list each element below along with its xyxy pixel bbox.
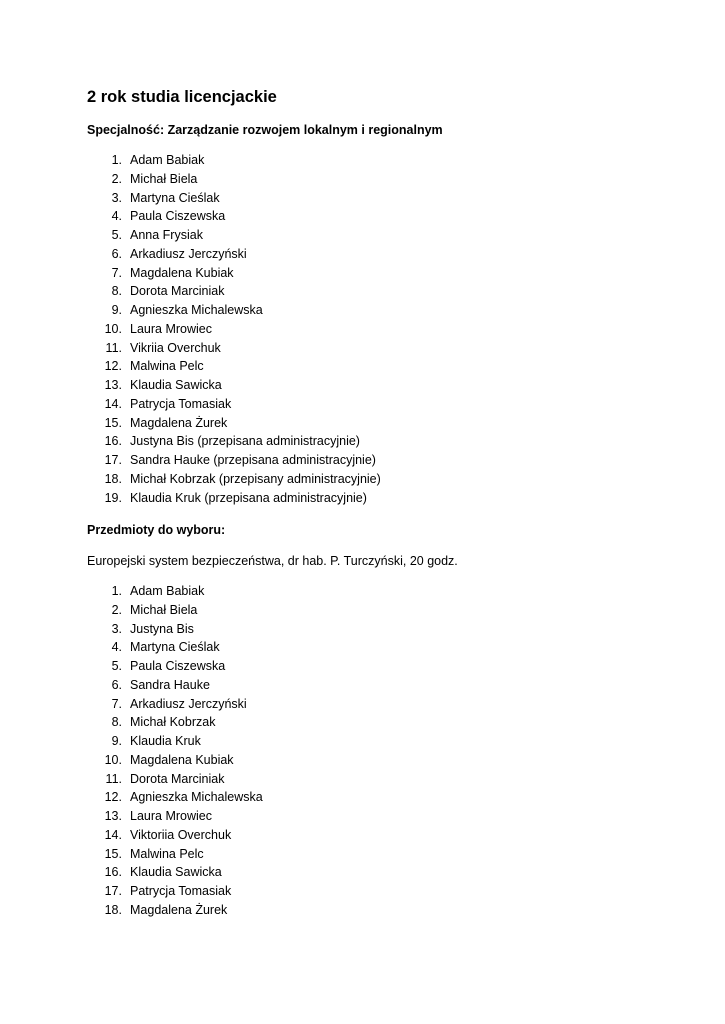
student-name: Magdalena Żurek [130,902,228,917]
list-item-number: 14. [104,827,122,842]
list-item-number: 12. [104,359,122,374]
list-item [0,395,725,414]
list-item-number: 3. [111,621,122,636]
list-item-number: 7. [111,696,122,711]
list-item-number: 4. [111,209,122,224]
list-item-number: 1. [111,153,122,167]
list-item [0,732,725,751]
student-name: Paula Ciszewska [130,209,226,224]
student-name: Adam Babiak [130,584,205,598]
student-name: Michał Kobrzak [130,715,216,730]
student-name: Agnieszka Michalewska [130,790,263,805]
student-name: Dorota Marciniak [130,284,225,299]
list-item-number: 5. [111,228,122,242]
list-item [0,845,725,864]
list-item-number: 3. [111,190,122,205]
electives-heading: Przedmioty do wyboru: [87,523,226,537]
list-item [0,751,725,770]
student-name: Michał Biela [130,602,198,617]
list-item-number: 1. [111,584,122,598]
student-name: Paula Ciszewska [130,659,226,673]
list-item [0,282,725,301]
list-item [0,151,725,170]
page-title: 2 rok studia licencjackie [87,88,277,106]
list-item [0,432,725,451]
list-item-number: 15. [104,846,122,861]
student-name: Martyna Cieślak [130,190,220,205]
list-item-number: 2. [111,602,122,617]
student-name: Sandra Hauke (przepisana administracyjnie) [130,453,376,467]
list-item-number: 19. [104,490,122,505]
list-item [0,245,725,264]
list-item-number: 13. [104,378,122,392]
list-item-number: 8. [111,715,122,730]
student-name: Sandra Hauke [130,677,210,692]
list-item [0,489,725,508]
student-name: Laura Mrowiec [130,809,212,823]
list-item [0,357,725,376]
list-item-number: 18. [104,902,122,917]
list-item-number: 15. [104,415,122,430]
list-item-number: 4. [111,640,122,655]
list-item-number: 16. [104,865,122,880]
list-item [0,451,725,470]
list-item [0,189,725,208]
student-name: Arkadiusz Jerczyński [130,246,247,261]
list-item-number: 10. [104,321,122,336]
student-name: Michał Biela [130,171,198,186]
list-item [0,638,725,657]
list-item-number: 10. [104,752,122,767]
list-item [0,264,725,283]
student-name: Magdalena Żurek [130,415,228,430]
list-item [0,807,725,826]
list-item-number: 6. [111,246,122,261]
list-item-number: 14. [104,396,122,411]
student-name: Magdalena Kubiak [130,265,234,280]
student-name: Justyna Bis (przepisana administracyjnie) [130,434,360,449]
student-name: Laura Mrowiec [130,321,212,336]
student-name: Agnieszka Michalewska [130,303,263,317]
list-item [0,788,725,807]
list-item [0,770,725,789]
list-item-number: 18. [104,471,122,486]
list-item [0,713,725,732]
list-item [0,826,725,845]
list-item [0,601,725,620]
list-item [0,320,725,339]
list-item [0,882,725,901]
student-name: Vikriia Overchuk [130,340,221,355]
list-item-number: 9. [111,734,122,748]
specialty-heading: Specjalność: Zarządzanie rozwojem lokalnym i regionalnym [87,123,443,137]
list-item-number: 7. [111,265,122,280]
list-item-number: 11. [105,771,122,786]
list-item [0,339,725,358]
list-item-number: 9. [111,303,122,317]
student-name: Malwina Pelc [130,846,204,861]
student-name: Klaudia Kruk (przepisana administracyjnie) [130,490,367,505]
student-name: Arkadiusz Jerczyński [130,696,247,711]
student-name: Patrycja Tomasiak [130,884,232,898]
list-item-number: 17. [104,453,122,467]
student-name: Viktoriia Overchuk [130,827,232,842]
list-item-number: 11. [105,340,122,355]
list-item [0,207,725,226]
list-item [0,676,725,695]
list-item [0,657,725,676]
list-item [0,695,725,714]
student-name: Malwina Pelc [130,359,204,374]
list-item [0,226,725,245]
student-name: Klaudia Kruk [130,734,201,748]
student-name: Michał Kobrzak (przepisany administracyjnie) [130,471,381,486]
list-item [0,620,725,639]
elective-student-list [0,582,725,920]
elective-course-title: Europejski system bezpieczeństwa, dr hab. P. Turczyński, 20 godz. [87,554,458,568]
list-item-number: 5. [111,659,122,673]
list-item-number: 6. [111,677,122,692]
list-item [0,582,725,601]
student-name: Klaudia Sawicka [130,865,222,880]
list-item [0,301,725,320]
list-item [0,470,725,489]
list-item [0,170,725,189]
student-name: Martyna Cieślak [130,640,220,655]
specialty-student-list [0,151,725,507]
list-item [0,901,725,920]
student-name: Justyna Bis [130,621,194,636]
student-name: Klaudia Sawicka [130,378,222,392]
list-item-number: 17. [104,884,122,898]
student-name: Patrycja Tomasiak [130,396,232,411]
list-item-number: 13. [104,809,122,823]
list-item [0,863,725,882]
list-item-number: 12. [104,790,122,805]
list-item [0,376,725,395]
list-item [0,414,725,433]
list-item-number: 2. [111,171,122,186]
student-name: Dorota Marciniak [130,771,225,786]
student-name: Adam Babiak [130,153,205,167]
student-name: Anna Frysiak [130,228,203,242]
student-name: Magdalena Kubiak [130,752,234,767]
list-item-number: 8. [111,284,122,299]
list-item-number: 16. [104,434,122,449]
